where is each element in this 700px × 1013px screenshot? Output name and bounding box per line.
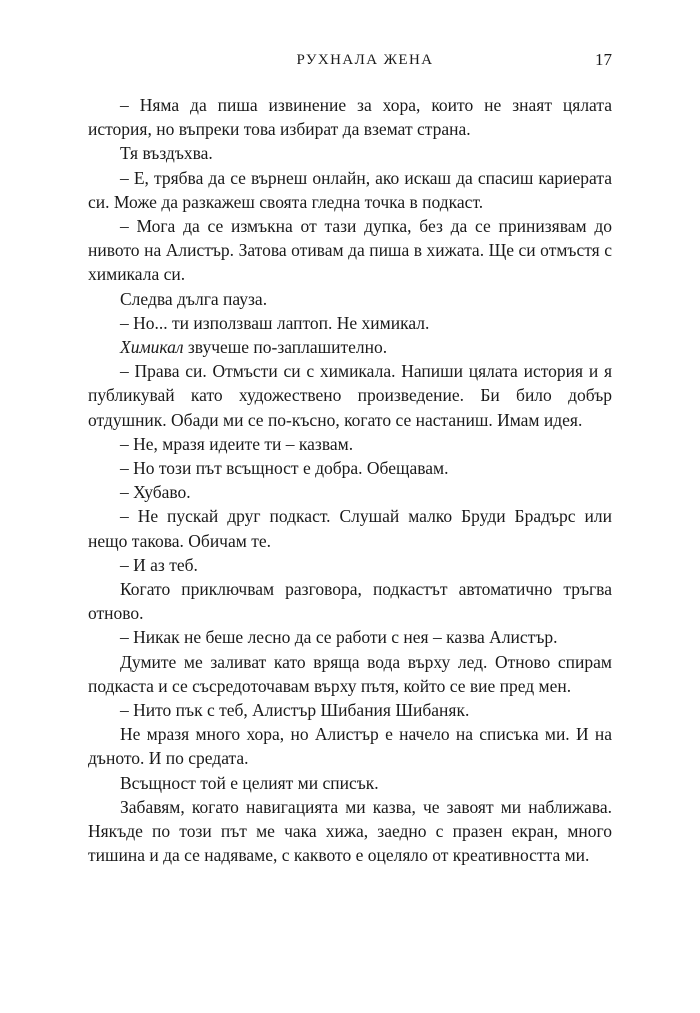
paragraph: Не мразя много хора, но Алистър е начело на списъка ми. И на дъното. И по средата. <box>88 724 612 769</box>
paragraph: Всъщност той е целият ми списък. <box>120 772 379 793</box>
paragraph: – Мога да се измъкна от тази дупка, без да се принизявам до нивото на Алистър. Затова отивам да пиша в хижата. Ще си отмъстя с химикала си. <box>88 216 612 285</box>
paragraph: Тя въздъхва. <box>120 143 213 164</box>
paragraph: Забавям, когато навигацията ми казва, че завоят ми наближава. Някъде по този път ме чака хижа, заедно с празен екран, много тишина и да се надяваме, с каквото е оцеляло от креативността ми. <box>88 796 612 866</box>
paragraph-rest: звучеше по-заплашително. <box>183 337 388 358</box>
running-title: РУХНАЛА ЖЕНА <box>296 52 434 68</box>
paragraph: – Няма да пиша извинение за хора, които не знаят цялата история, но въпреки това избират да вземат страна. <box>88 95 612 140</box>
paragraph: – Но... ти използваш лаптоп. Не химикал. <box>120 312 430 333</box>
running-head <box>0 52 700 76</box>
paragraph: – И аз теб. <box>120 554 198 575</box>
paragraph: – Никак не беше лесно да се работи с нея – казва Алистър. <box>120 627 558 648</box>
paragraph: – Е, трябва да се върнеш онлайн, ако искаш да спасиш кариерата си. Може да разкажеш своята гледна точка в подкаст. <box>88 167 612 212</box>
italic-word: Химикал <box>120 337 184 358</box>
paragraph: Думите ме заливат като вряща вода върху лед. Отново спирам подкаста и се съсредоточавам върху пътя, който се вие пред мен. <box>88 651 612 696</box>
paragraph: – Хубаво. <box>120 482 191 503</box>
paragraph: – Не, мразя идеите ти – казвам. <box>120 433 354 454</box>
paragraph: – Нито пък с теб, Алистър Шибания Шибаняк. <box>120 700 470 721</box>
paragraph: – Не пускай друг подкаст. Слушай малко Бруди Брадърс или нещо такова. Обичам те. <box>88 506 612 551</box>
body-text <box>88 93 612 868</box>
paragraph <box>88 335 612 359</box>
paragraph: – Но този път всъщност е добра. Обещавам. <box>120 458 449 479</box>
paragraph: Следва дълга пауза. <box>120 288 268 309</box>
paragraph: – Права си. Отмъсти си с химикала. Напиши цялата история и я публикувай като художествено произведение. Би било добър отдушник. Обади ми се по-късно, когато се настаниш. Имам идея. <box>88 361 612 430</box>
paragraph: Когато приключвам разговора, подкастът автоматично тръгва отново. <box>88 579 612 624</box>
page-number: 17 <box>595 50 612 69</box>
